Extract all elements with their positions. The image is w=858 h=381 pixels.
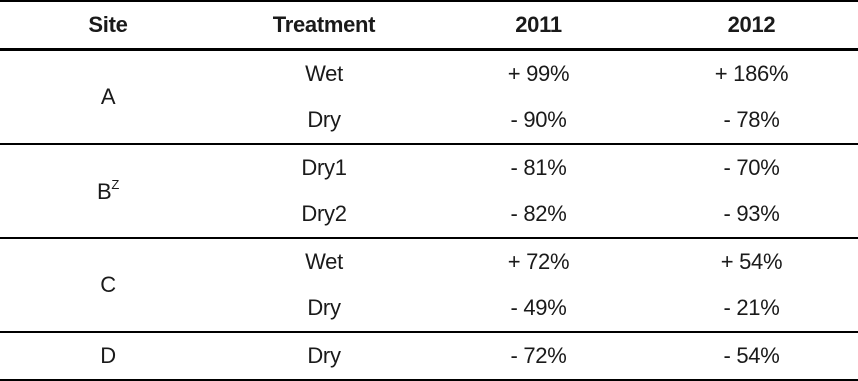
- treatment-cell: Dry2: [216, 191, 432, 238]
- value-2011-cell: + 72%: [507, 249, 570, 274]
- header-2011: 2011: [515, 12, 562, 37]
- site-superscript: Z: [111, 177, 120, 192]
- value-2011-cell: + 99%: [507, 61, 570, 86]
- table-row: [0, 144, 858, 191]
- header-row: [0, 1, 858, 50]
- value-2012-cell: - 93%: [645, 191, 858, 238]
- value-2012-cell: - 78%: [645, 97, 858, 144]
- value-2012-cell: - 70%: [723, 155, 780, 180]
- header-site: Site: [88, 12, 128, 37]
- value-2012-cell: + 186%: [714, 61, 789, 86]
- value-2011-cell: - 72%: [432, 332, 645, 380]
- value-2012-cell: + 54%: [720, 249, 783, 274]
- treatment-cell: Dry: [216, 332, 432, 380]
- header-treatment: Treatment: [272, 12, 376, 37]
- table-row: [0, 332, 858, 380]
- site-label: A: [100, 84, 116, 109]
- treatment-cell: Wet: [305, 61, 343, 86]
- treatment-cell: Wet: [305, 249, 343, 274]
- table-row: [0, 238, 858, 285]
- value-2011-cell: - 81%: [510, 155, 567, 180]
- value-2012-cell: - 21%: [645, 285, 858, 332]
- site-cell: [0, 144, 216, 238]
- value-2011-cell: - 82%: [432, 191, 645, 238]
- treatment-cell: Dry1: [301, 155, 347, 180]
- value-2012-cell: - 54%: [645, 332, 858, 380]
- site-label: B: [96, 179, 112, 204]
- header-2012: 2012: [727, 12, 776, 37]
- treatment-cell: Dry: [216, 97, 432, 144]
- site-label: C: [100, 272, 116, 297]
- site-cell: [0, 332, 216, 380]
- table-row: [0, 50, 858, 98]
- site-label: D: [100, 343, 116, 368]
- site-cell: [0, 238, 216, 332]
- site-cell: [0, 50, 216, 145]
- value-2011-cell: - 90%: [432, 97, 645, 144]
- value-2011-cell: - 49%: [432, 285, 645, 332]
- treatment-cell: Dry: [216, 285, 432, 332]
